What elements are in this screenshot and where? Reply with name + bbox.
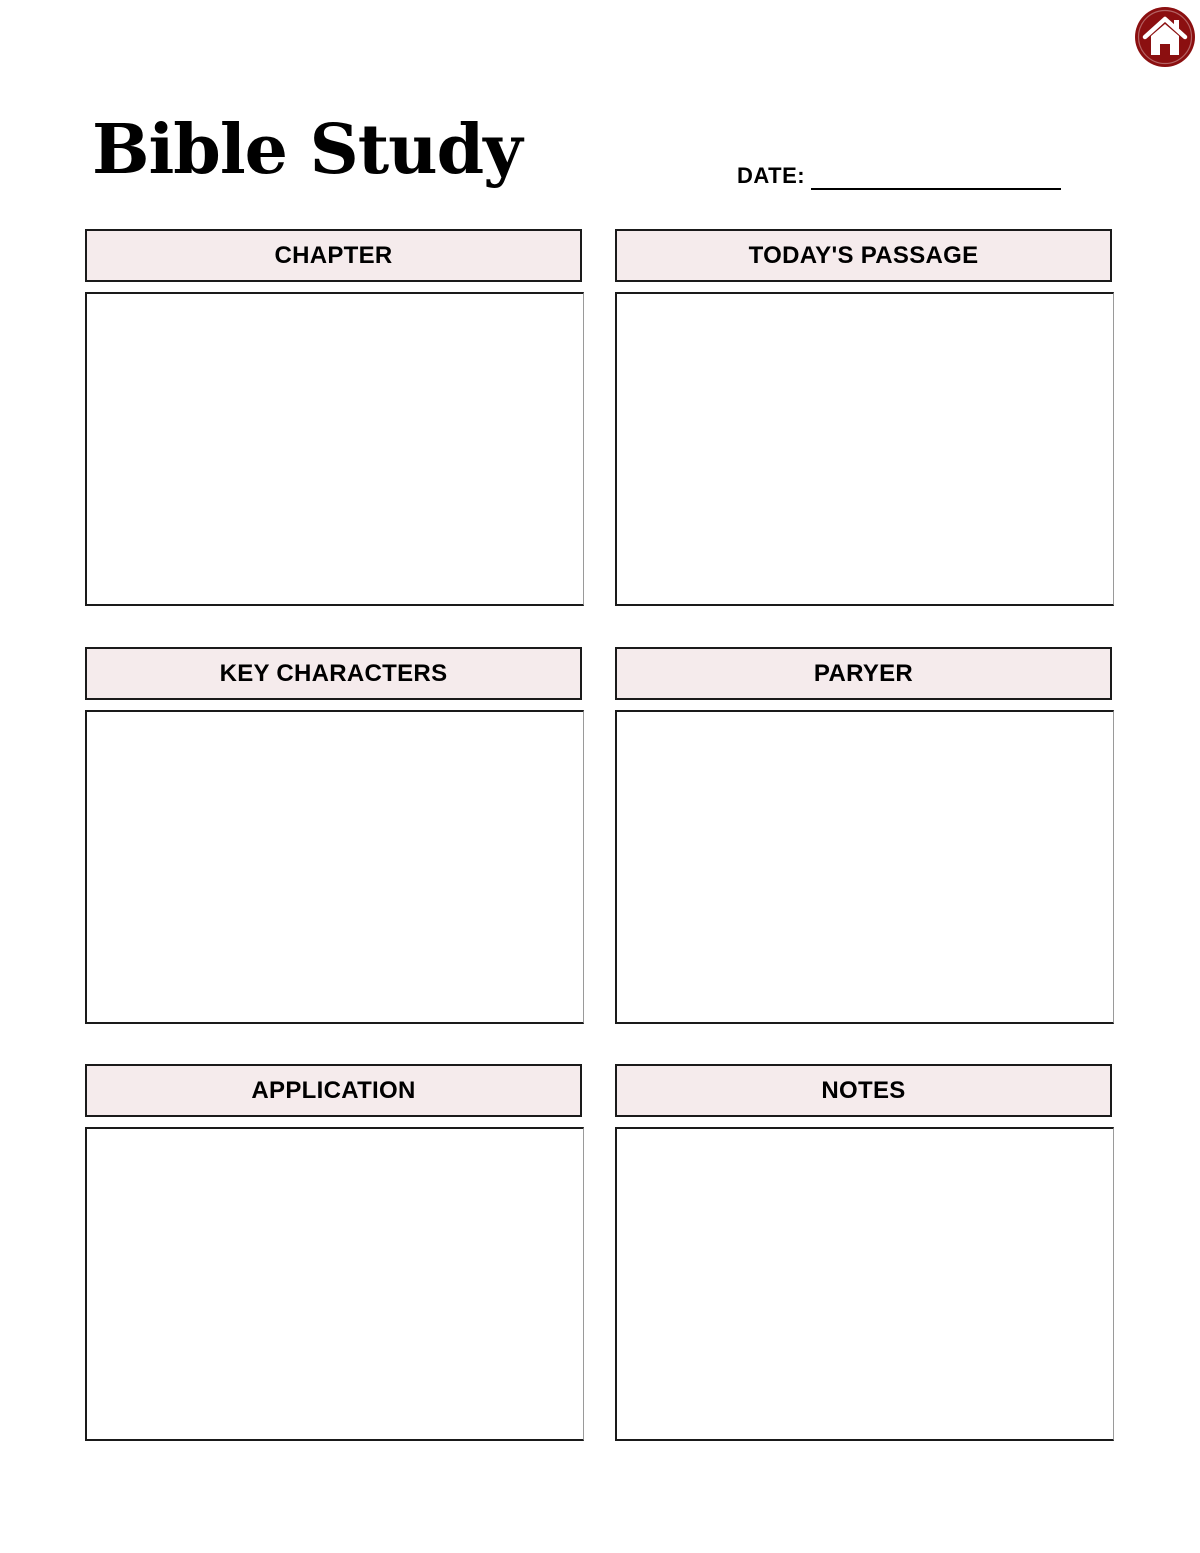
key-characters-header (85, 647, 582, 700)
notes-box[interactable] (615, 1127, 1114, 1441)
key-characters-box[interactable] (85, 710, 584, 1024)
home-icon (1133, 5, 1197, 69)
home-button[interactable] (1133, 5, 1197, 69)
application-title: APPLICATION (251, 1076, 416, 1104)
page-title: Bible Study (92, 110, 522, 190)
date-label: DATE: (737, 163, 806, 188)
todays-passage-title: TODAY'S PASSAGE (748, 241, 979, 269)
chapter-title: CHAPTER (274, 241, 393, 269)
date-field-group (737, 158, 1067, 190)
prayer-header (615, 647, 1112, 700)
prayer-title: PARYER (813, 659, 914, 687)
todays-passage-header (615, 229, 1112, 282)
prayer-box[interactable] (615, 710, 1114, 1024)
key-characters-title: KEY CHARACTERS (219, 659, 448, 687)
application-header (85, 1064, 582, 1117)
todays-passage-box[interactable] (615, 292, 1114, 606)
chapter-box[interactable] (85, 292, 584, 606)
date-input[interactable] (811, 162, 1061, 190)
chapter-header (85, 229, 582, 282)
notes-header (615, 1064, 1112, 1117)
notes-title: NOTES (821, 1076, 906, 1104)
application-box[interactable] (85, 1127, 584, 1441)
